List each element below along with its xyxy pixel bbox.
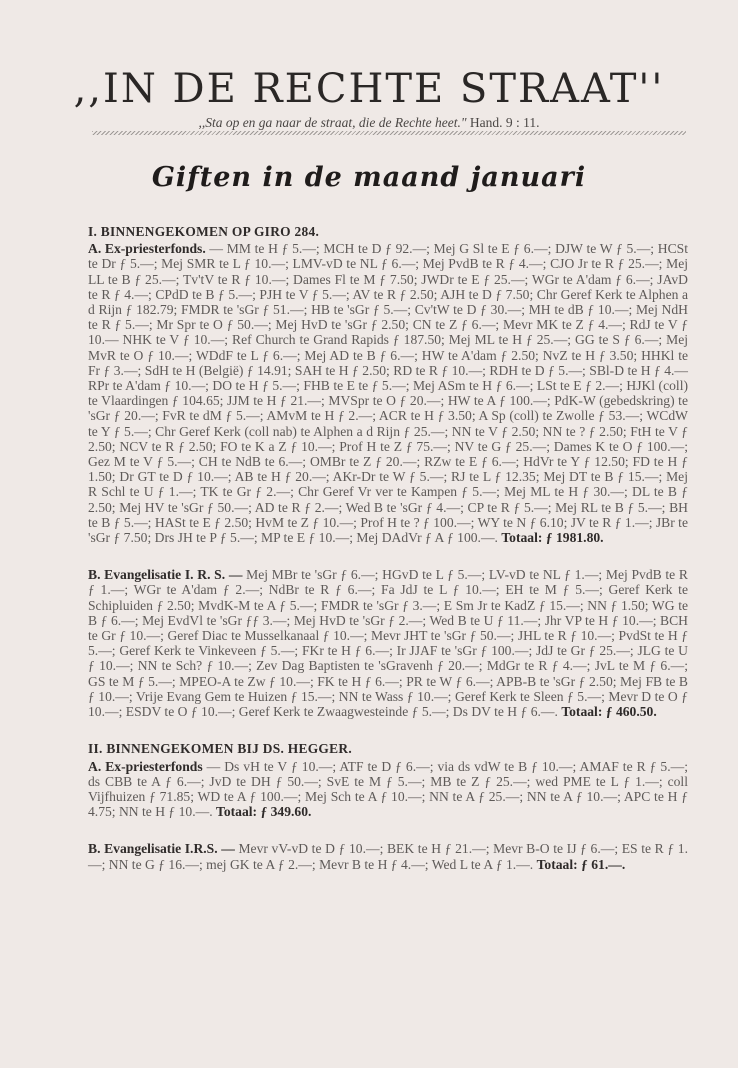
paragraph-label: B. Evangelisatie I. R. S. — (88, 567, 243, 583)
paragraph-text: — MM te H ƒ 5.—; MCH te D ƒ 92.—; Mej G Sl te E ƒ 6.—; DJW te W ƒ 5.—; HCSt te Dr ƒ 5.—; Mej SMR te L ƒ 10.—; LMV-vD te NL ƒ 6.—; Mej PvdB te R ƒ 4.—; CJO Jr te R ƒ 25.—; Mej LL te B ƒ 25.—; Tv'tV te R ƒ 10.—; Dames Fl te M ƒ 7.50; JWDr te E ƒ 25.—; WGr te A'dam ƒ 6.—; JAvD te R ƒ 4.—; CPdD te B ƒ 5.—; PJH te V ƒ 5.—; AV te R ƒ 2.50; AJH te D ƒ 7.50; Chr Geref Kerk te Alphen a d Rijn ƒ 182.79; FMDR te 'sGr ƒ 51.—; HB te 'sGr ƒ 5.—; Cv'tW te D ƒ 30.—; MH te dB ƒ 10.—; Mej NdH te R ƒ 5.—; Mr Spr te O ƒ 50.—; Mej HvD te 'sGr ƒ 2.50; CN te Z ƒ 6.—; Mevr MK te Z ƒ 4.—; RdJ te V ƒ 10.— NHK te V ƒ 10.—; Ref Church te Grand Rapids ƒ 187.50; Mej ML te H ƒ 25.—; GG te S ƒ 6.—; Mej MvR te O ƒ 10.—; WDdF te L ƒ 6.—; Mej AD te B ƒ 6.—; HW te A'dam ƒ 2.50; NvZ te H ƒ 3.50; HHKl te Fr ƒ 3.—; SdH te H (België) ƒ 14.91; SAH te H ƒ 2.50; RD te R ƒ 10.—; RDH te D ƒ 5.—; SBl-D te H ƒ 4.— RPr te A'dam ƒ 10.—; DO te H ƒ 5.—; FHB te E te ƒ 5.—; Mej ASm te H ƒ 6.—; LSt te E ƒ 2.—; HJKl (coll) te Vlaardingen ƒ 104.65; JJM te H ƒ 21.—; MVSpr te O ƒ 20.—; HW te A ƒ 100.—; PdK-W (gebedskring) te 'sGr ƒ 20.—; FvR te dM ƒ 5.—; AMvM te H ƒ 2.—; ACR te H ƒ 3.50; A Sp (coll) te Zwolle ƒ 53.—; WCdW te Y ƒ 5.—; Chr Geref Kerk (coll nab) te Alphen a d Rijn ƒ 25.—; NN te V ƒ 2.50; NN te ? ƒ 2.50; FtH te V ƒ 2.50; NCV te R ƒ 2.50; FO te K a Z ƒ 10.—; Prof H te Z ƒ 75.—; NV te G ƒ 25.—; Dames K te O ƒ 100.—; Gez M te V ƒ 5.—; CH te NdB te 6.—; OMBr te Z ƒ 20.—; RZw te E ƒ 6.—; HdVr te Y ƒ 12.50; FD te H ƒ 1.50; Dr GT te D ƒ 10.—; AB te H ƒ 20.—; AKr-Dr te W ƒ 5.—; RJ te L ƒ 12.35; Mej DT te B ƒ 15.—; Mej R Schl te U ƒ 1.—; TK te Gr ƒ 2.—; Chr Geref Vr ver te Kampen ƒ 5.—; Mej ML te H ƒ 30.—; DL te B ƒ 2.50; Mej HV te 'sGr ƒ 50.—; AD te R ƒ 2.—; Wed B te 'sGr ƒ 4.—; CP te R ƒ 5.—; Mej RL te B ƒ 5.—; BH te B ƒ 5.—; HASt te E ƒ 2.50; HvM te Z ƒ 10.—; Prof H te ? ƒ 100.—; WY te N ƒ 6.10; JV te R ƒ 1.—; JBr te 'sGr ƒ 7.50; Drs JH te P ƒ 5.—; MP te E ƒ 10.—; Mej DAdVr ƒ A ƒ 100.—. (88, 241, 688, 546)
bible-quote: ,,Sta op en ga naar de straat, die de Rechte heet." (198, 115, 467, 130)
section-giro (88, 224, 688, 719)
paragraph-evangelisatie (88, 841, 688, 871)
paragraph-text: Mej MBr te 'sGr ƒ 6.—; HGvD te L ƒ 5.—; LV-vD te NL ƒ 1.—; Mej PvdB te R ƒ 1.—; WGr te A'dam ƒ 2.—; NdBr te R ƒ 6.—; Fa JdJ te L ƒ 10.—; EH te M ƒ 5.—; Geref Kerk te Schipluiden ƒ 2.50; MvdK-M te A ƒ 5.—; FMDR te 'sGr ƒ 3.—; E Sm Jr te KadZ ƒ 15.—; NN ƒ 1.50; WG te B ƒ 6.—; Mej EvdVl te 'sGr ƒƒ 3.—; Mej HvD te 'sGr ƒ 2.—; Wed B te U ƒ 11.—; Jhr VP te H ƒ 10.—; BCH te Gr ƒ 10.—; Geref Diac te Musselkanaal ƒ 10.—; Mevr JHT te 'sGr ƒ 50.—; JHL te R ƒ 10.—; PvdSt te H ƒ 5.—; Geref Kerk te Vinkeveen ƒ 5.—; FKr te H ƒ 6.—; Ir JJAF te 'sGr ƒ 100.—; JdJ te Gr ƒ 25.—; JLG te U ƒ 10.—; NN te Sch? ƒ 10.—; Zev Dag Baptisten te 'sGravenh ƒ 20.—; MdGr te R ƒ 4.—; JvL te M ƒ 6.—; GS te M ƒ 5.—; MPEO-A te Zw ƒ 10.—; FK te H ƒ 6.—; PR te W ƒ 6.—; APB-B te 'sGr ƒ 2.50; Mej FB te B ƒ 10.—; Vrije Evang Gem te Huizen ƒ 15.—; NN te Wass ƒ 10.—; Geref Kerk te Sleen ƒ 5.—; Mevr D te O ƒ 10.—; ESDV te O ƒ 10.—; Geref Kerk te Zwaagwesteinde ƒ 5.—; Ds DV te H ƒ 6.—. (88, 567, 688, 720)
paragraph-total: Totaal: ƒ 61.—. (536, 856, 626, 872)
paragraph-ex-priesterfonds (88, 759, 688, 820)
paragraph-label: A. Ex-priesterfonds (88, 758, 203, 774)
paragraph-ex-priesterfonds (88, 241, 688, 545)
wavy-divider (92, 131, 686, 135)
page-heading: Giften in de maand januari (151, 162, 587, 193)
section-heading: I. BINNENGEKOMEN OP GIRO 284. (88, 224, 320, 239)
paragraph-label: A. Ex-priesterfonds. (88, 241, 206, 257)
section-heading: II. BINNENGEKOMEN BIJ DS. HEGGER. (88, 741, 352, 757)
masthead-title: ,,IN DE RECHTE STRAAT'' (73, 66, 665, 112)
paragraph-text: — Ds vH te V ƒ 10.—; ATF te D ƒ 6.—; via ds vdW te B ƒ 10.—; AMAF te R ƒ 5.—; ds CBB te A ƒ 6.—; JvD te DH ƒ 50.—; SvE te M ƒ 5.—; MB te Z ƒ 25.—; wed PME te L ƒ 1.—; coll Vijfhuizen ƒ 71.85; WD te A ƒ 100.—; Mej Sch te A ƒ 10.—; NN te A ƒ 25.—; NN te A ƒ 10.—; APC te H ƒ 4.75; NN te H ƒ 10.—. (88, 758, 688, 820)
donations-content (88, 224, 688, 894)
paragraph-label: B. Evangelisatie I.R.S. — (88, 841, 235, 857)
bible-reference: Hand. 9 : 11. (469, 115, 540, 130)
section-hegger (88, 741, 688, 871)
masthead-subtitle (0, 115, 738, 131)
paragraph-text: Mevr vV-vD te D ƒ 10.—; BEK te H ƒ 21.—; Mevr B-O te IJ ƒ 6.—; ES te R ƒ 1.—; NN te G ƒ 16.—; mej GK te A ƒ 2.—; Mevr B te H ƒ 4.—; Wed L te A ƒ 1.—. (88, 841, 688, 872)
paragraph-total: Totaal: ƒ 1981.80. (501, 530, 604, 546)
paragraph-evangelisatie (88, 567, 688, 719)
paragraph-total: Totaal: ƒ 349.60. (216, 804, 312, 820)
paragraph-total: Totaal: ƒ 460.50. (561, 704, 657, 720)
